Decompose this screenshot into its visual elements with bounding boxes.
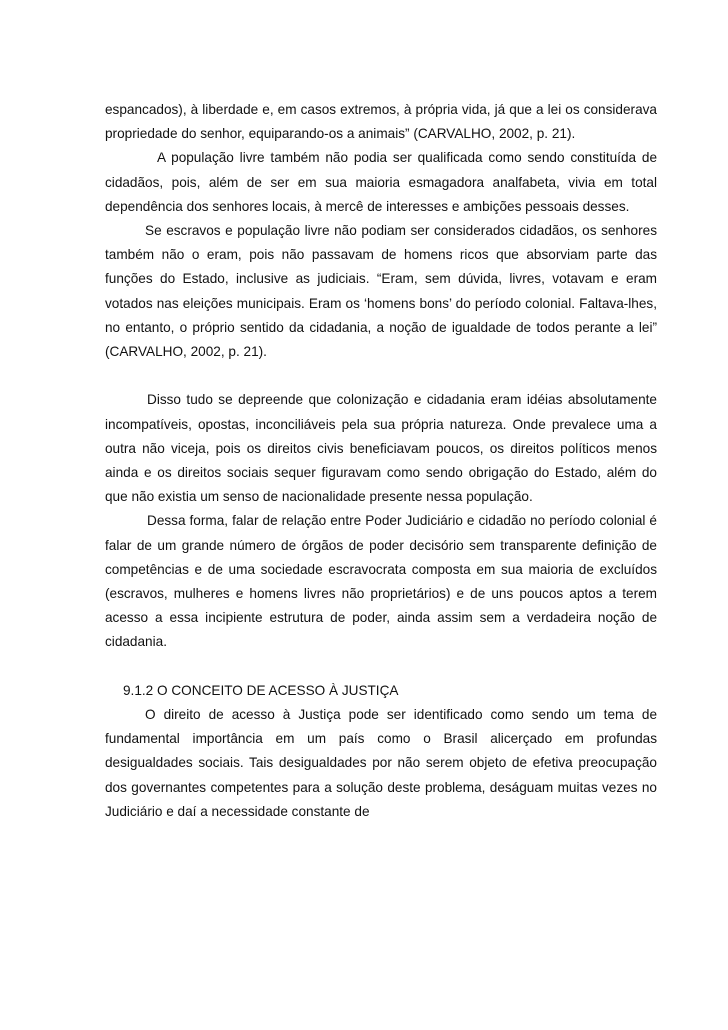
paragraph-poder-judiciario: Dessa forma, falar de relação entre Poder Judiciário e cidadão no período colonial é falar de um grande número de órgãos de poder decisório sem transparente definição de competências e de uma sociedade escravocrata composta em sua maioria de excluídos (escravos, mulheres e homens livres não proprietários) e de uns poucos aptos a terem acesso a essa incipiente estrutura de poder, ainda assim sem a verdadeira noção de cidadania. (105, 513, 657, 650)
document-body (105, 98, 657, 824)
paragraph-senhores: Se escravos e população livre não podiam ser considerados cidadãos, os senhores também não o eram, pois não passavam de homens ricos que absorviam parte das funções do Estado, inclusive as judiciais. “Eram, sem dúvida, livres, votavam e eram votados nas eleições municipais. Eram os ‘homens bons’ do período colonial. Faltava-lhes, no entanto, o próprio sentido da cidadania, a noção de igualdade de todos perante a lei” (CARVALHO, 2002, p. 21). (105, 223, 657, 360)
paragraph-populacao-livre: A população livre também não podia ser qualificada como sendo constituída de cidadãos, pois, além de ser em sua maioria esmagadora analfabeta, vivia em total dependência dos senhores locais, à mercê de interesses e ambições pessoais desses. (105, 150, 657, 214)
paragraph-spacer (105, 364, 657, 388)
paragraph-acesso-justica: O direito de acesso à Justiça pode ser identificado como sendo um tema de fundamental importância em um país como o Brasil alicerçado em profundas desigualdades sociais. Tais desigualdades por não serem objeto de efetiva preocupação dos governantes competentes para a solução deste problema, deságuam muitas vezes no Judiciário e daí a necessidade constante de (105, 707, 657, 819)
section-heading: 9.1.2 O CONCEITO DE ACESSO À JUSTIÇA (123, 682, 399, 698)
paragraph-colonizacao-cidadania: Disso tudo se depreende que colonização e cidadania eram idéias absolutamente incompatíveis, opostas, inconciliáveis pela sua própria natureza. Onde prevalece uma a outra não viceja, pois os direitos civis beneficiavam poucos, os direitos políticos menos ainda e os direitos sociais sequer figuravam como sendo obrigação do Estado, além do que não existia um senso de nacionalidade presente nessa população. (105, 392, 657, 505)
paragraph-continuation: espancados), à liberdade e, em casos extremos, à própria vida, já que a lei os considerava propriedade do senhor, equiparando-os a animais” (CARVALHO, 2002, p. 21). (105, 102, 657, 142)
heading-spacer (105, 655, 657, 679)
